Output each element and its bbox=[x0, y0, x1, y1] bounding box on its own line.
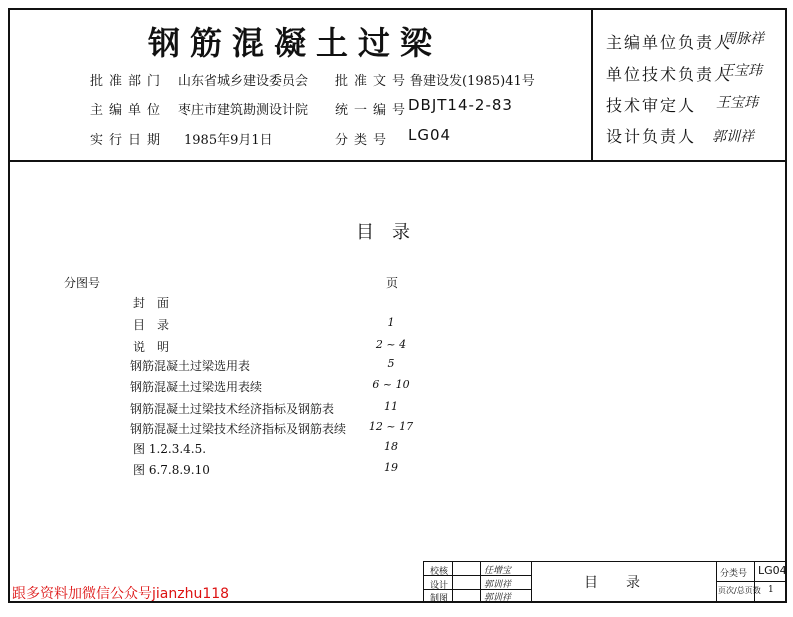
toc-col-figure-no: 分图号 bbox=[64, 276, 101, 290]
approval-no-label: 批准文号 bbox=[335, 74, 412, 89]
class-no-value: LG04 bbox=[408, 126, 452, 144]
toc-item-name: 图 6.7.8.9.10 bbox=[133, 463, 210, 477]
tb-sheet-title: 目 录 bbox=[584, 575, 640, 591]
tb-div-4 bbox=[716, 561, 717, 603]
toc-item-page: 18 bbox=[384, 440, 398, 453]
effective-date-value: 1985年9月1日 bbox=[184, 133, 273, 148]
unified-no-value: DBJT14-2-83 bbox=[408, 96, 513, 114]
tb-div-5 bbox=[754, 561, 755, 603]
resp-signature-2: 王宝玮 bbox=[720, 63, 762, 79]
resp-role-1: 主编单位负责人 bbox=[606, 33, 733, 52]
resp-role-2: 单位技术负责人 bbox=[606, 65, 733, 84]
tb-page-label: 页次/总页数 bbox=[718, 586, 761, 595]
document-title: 钢筋混凝土过梁 bbox=[148, 24, 443, 62]
tb-div-2 bbox=[480, 561, 481, 603]
resp-role-4: 设计负责人 bbox=[606, 127, 697, 146]
toc-item-name: 钢筋混凝土过梁选用表 bbox=[130, 359, 251, 373]
tb-top-line bbox=[423, 561, 787, 562]
tb-check-signature: 任增宝 bbox=[484, 566, 512, 576]
unified-no-label: 统一编号 bbox=[335, 103, 412, 118]
header-divider bbox=[8, 160, 787, 162]
tb-draw-label: 制图 bbox=[430, 594, 449, 604]
chief-unit-label: 主编单位 bbox=[90, 103, 167, 118]
toc-item-name: 封 面 bbox=[133, 296, 170, 310]
toc-item-name: 图 1.2.3.4.5. bbox=[133, 442, 207, 456]
toc-item-page: 2 ~ 4 bbox=[375, 338, 407, 351]
toc-item-name: 钢筋混凝土过梁选用表续 bbox=[130, 380, 263, 394]
tb-design-signature: 郭训祥 bbox=[484, 580, 512, 590]
approval-dept-label: 批准部门 bbox=[90, 74, 167, 89]
tb-class-label: 分类号 bbox=[720, 569, 748, 579]
resp-signature-1: 周脉祥 bbox=[722, 31, 764, 47]
responsibility-divider bbox=[591, 8, 593, 161]
toc-item-page: 12 ~ 17 bbox=[368, 420, 414, 433]
watermark-text: 跟多资料加微信公众号jianzhu118 bbox=[12, 586, 230, 602]
tb-class-value: LG04 bbox=[758, 564, 787, 577]
toc-item-page: 6 ~ 10 bbox=[372, 378, 410, 391]
toc-col-page: 页 bbox=[386, 276, 399, 290]
toc-item-name: 钢筋混凝土过梁技术经济指标及钢筋表续 bbox=[130, 422, 347, 436]
tb-check-label: 校核 bbox=[430, 567, 449, 577]
class-no-label: 分类号 bbox=[335, 133, 393, 148]
approval-dept-value: 山东省城乡建设委员会 bbox=[178, 74, 309, 89]
tb-page-value: 1 bbox=[768, 585, 774, 595]
tb-left-line bbox=[423, 561, 424, 603]
resp-signature-4: 郭训祥 bbox=[712, 129, 754, 145]
tb-row-line-right bbox=[716, 581, 787, 582]
toc-item-page: 1 bbox=[387, 316, 395, 329]
toc-item-page: 19 bbox=[384, 461, 398, 474]
tb-div-1 bbox=[452, 561, 453, 603]
resp-role-3: 技术审定人 bbox=[606, 96, 697, 115]
effective-date-label: 实行日期 bbox=[90, 133, 167, 148]
chief-unit-value: 枣庄市建筑勘测设计院 bbox=[178, 103, 309, 118]
resp-signature-3: 王宝玮 bbox=[716, 95, 758, 111]
toc-item-name: 目 录 bbox=[133, 318, 170, 332]
toc-item-name: 钢筋混凝土过梁技术经济指标及钢筋表 bbox=[130, 402, 335, 416]
approval-no-value: 鲁建设发(1985)41号 bbox=[410, 74, 535, 89]
toc-item-page: 5 bbox=[387, 357, 395, 370]
tb-draw-signature: 郭训祥 bbox=[484, 593, 512, 603]
tb-design-label: 设计 bbox=[430, 581, 449, 591]
tb-div-3 bbox=[531, 561, 532, 603]
toc-item-page: 11 bbox=[384, 400, 398, 413]
toc-item-name: 说 明 bbox=[133, 340, 170, 354]
toc-title: 目 录 bbox=[356, 222, 410, 243]
